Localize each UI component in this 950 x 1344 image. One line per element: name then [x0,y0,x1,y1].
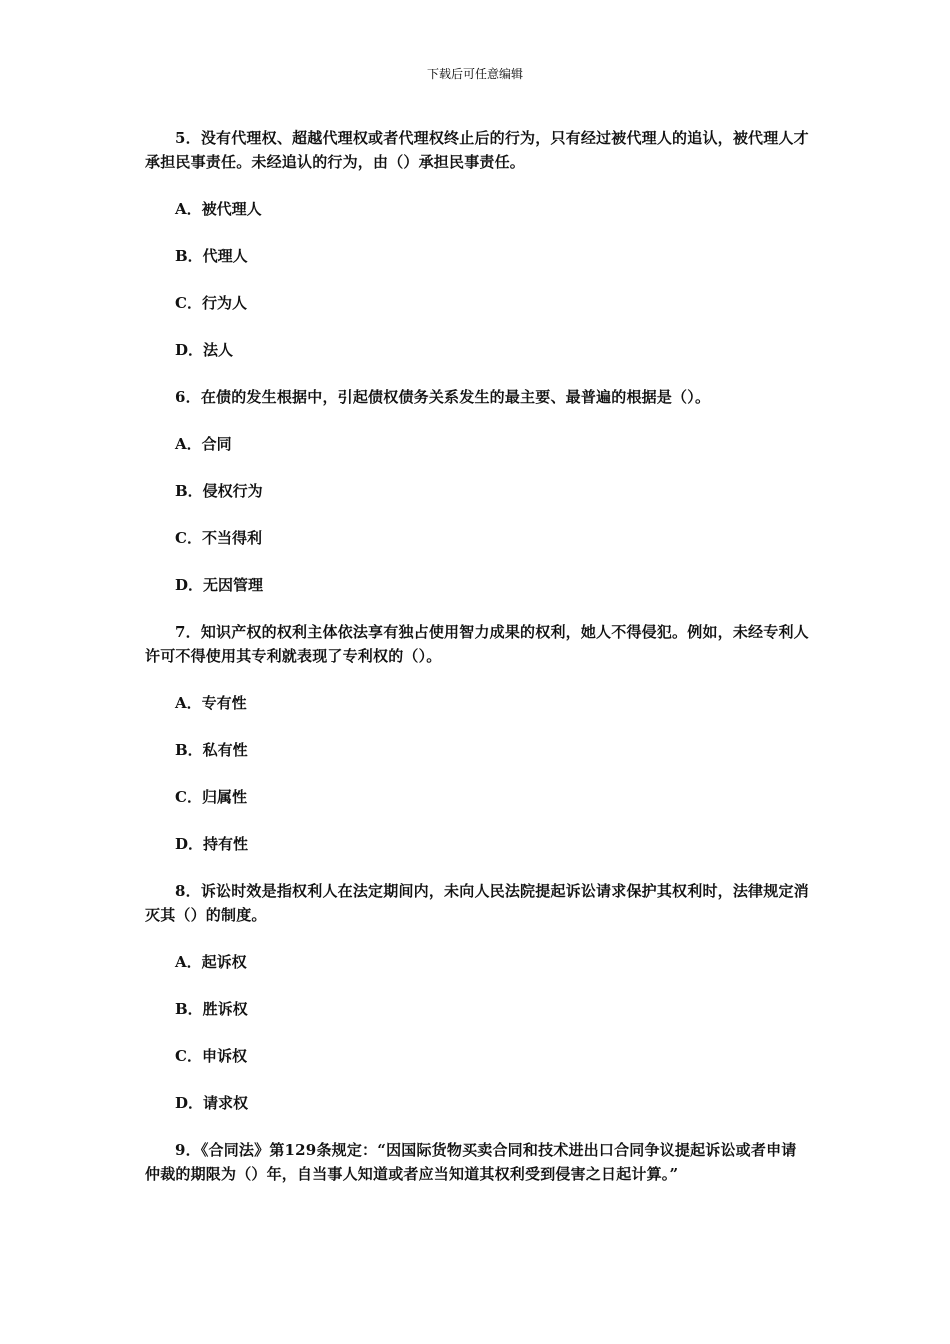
question-text: 9．《合同法》第129条规定：“因国际货物买卖合同和技术进出口合同争议提起诉讼或者申请仲裁的期限为（）年，自当事人知道或者应当知道其权利受到侵害之日起计算。” [145,1141,797,1183]
option-list [145,197,809,362]
option-d: D．无因管理 [175,576,264,594]
question-text: 8．诉讼时效是指权利人在法定期间内，未向人民法院提起诉讼请求保护其权利时，法律规定消灭其（）的制度。 [145,882,809,924]
option-c: C．不当得利 [175,529,262,547]
question-block [145,1138,809,1186]
option-list [145,950,809,1115]
option-b: B．代理人 [175,247,248,265]
option-d: D．法人 [175,341,234,359]
page-header: 下载后可任意编辑 [426,67,523,81]
option-list [145,691,809,856]
option-c: C．行为人 [175,294,247,312]
option-c: C．归属性 [175,788,247,806]
option-a: A．起诉权 [175,953,247,971]
question-text: 7．知识产权的权利主体依法享有独占使用智力成果的权利，她人不得侵犯。例如，未经专利人许可不得使用其专利就表现了专利权的（）。 [145,623,809,665]
option-a: A．被代理人 [175,200,262,218]
question-block [145,385,809,597]
option-list [145,432,809,597]
question-block [145,620,809,856]
question-text: 6．在债的发生根据中，引起债权债务关系发生的最主要、最普遍的根据是（）。 [175,388,711,406]
option-a: A．合同 [175,435,232,453]
option-c: C．申诉权 [175,1047,247,1065]
option-b: B．私有性 [175,741,248,759]
option-b: B．侵权行为 [175,482,263,500]
option-b: B．胜诉权 [175,1000,248,1018]
question-text: 5．没有代理权、超越代理权或者代理权终止后的行为，只有经过被代理人的追认，被代理人才承担民事责任。未经追认的行为，由（）承担民事责任。 [145,129,809,171]
option-d: D．持有性 [175,835,249,853]
document-body [145,126,809,1186]
option-d: D．请求权 [175,1094,249,1112]
question-block [145,126,809,362]
option-a: A．专有性 [175,694,247,712]
question-block [145,879,809,1115]
